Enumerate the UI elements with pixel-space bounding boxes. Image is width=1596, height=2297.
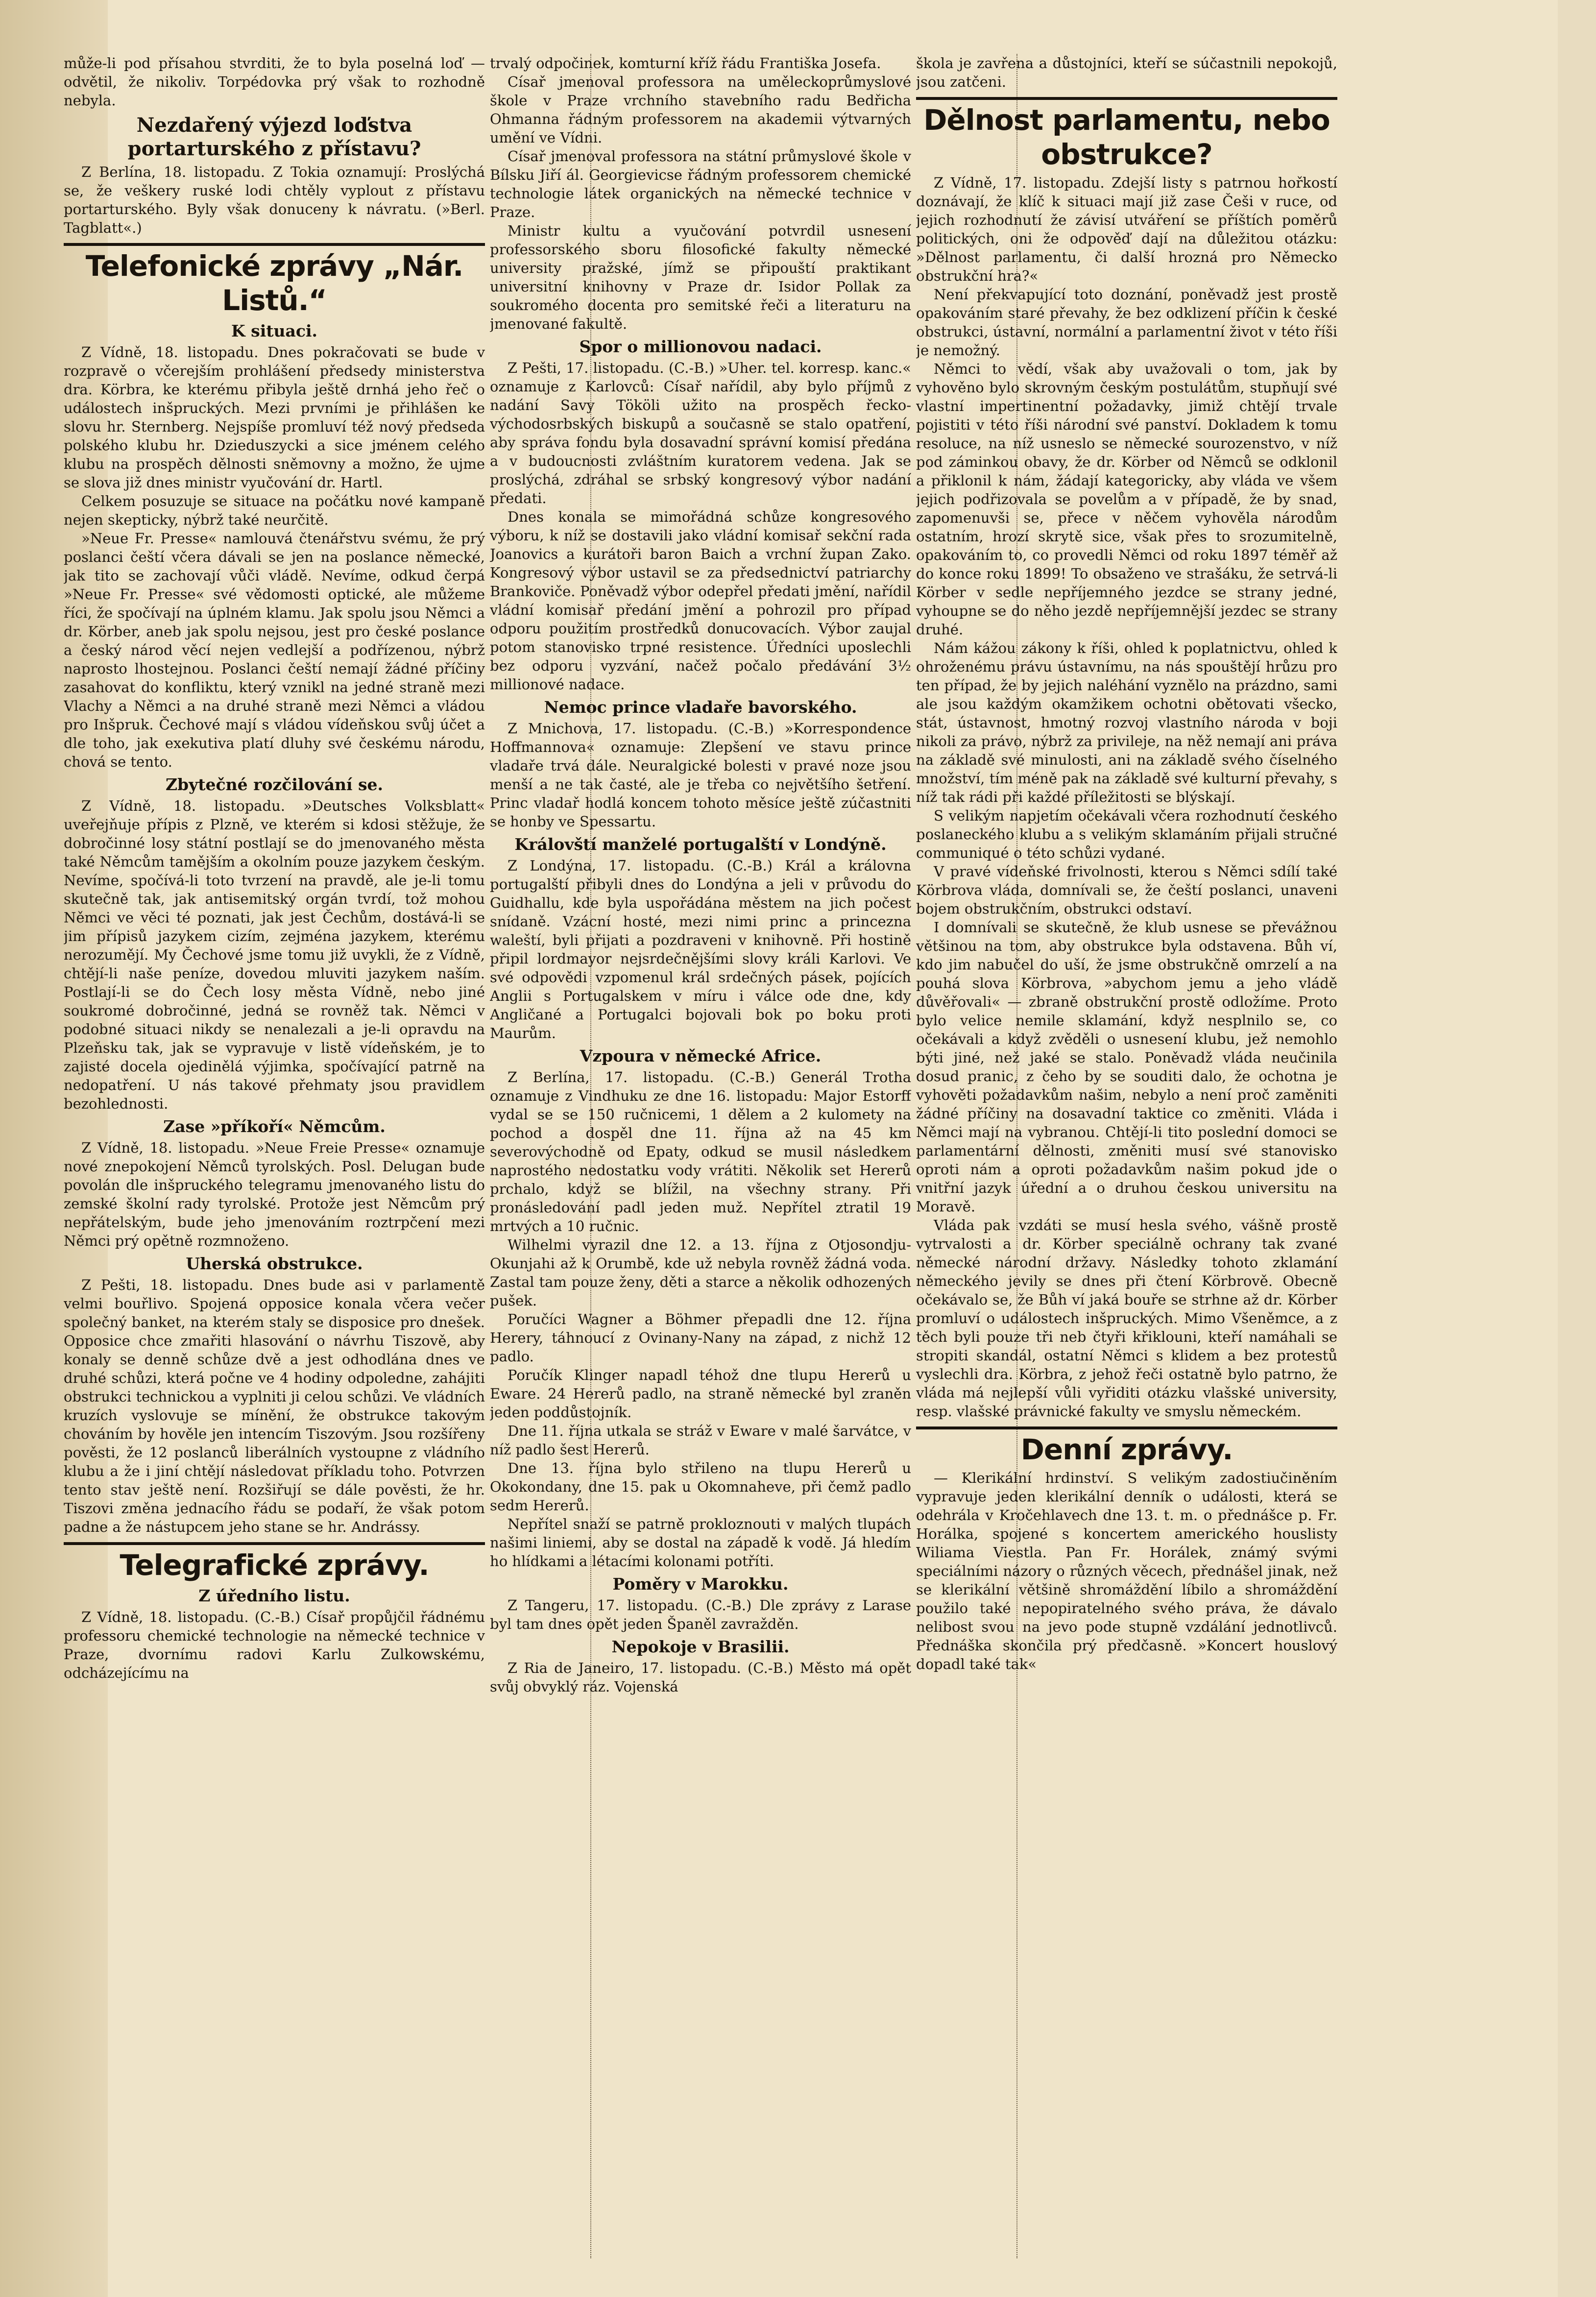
paragraph: Z Berlína, 18. listopadu. Z Tokia oznamují: Proslýchá se, že veškery ruské lodi chtěly vyplout z přístavu portarturského. Byly však donuceny k návratu. (»Berl. Tagblatt«.) xyxy=(64,164,485,236)
paragraph: »Neue Fr. Presse« namlouvá čtenářstvu svému, že prý poslanci čeští včera dávali se jen na poslance německé, jak tito se zachovají vůči vládě. Nevíme, odkud čerpá »Neue Fr. Presse« své vědomosti optické, ale můžeme říci, že spočívají na úplném klamu. Jak spolu jsou Němci a dr. Körber, aneb jak spolu nejsou, jest pro české poslance a český národ věcí nejen vedlejší a podřízenou, nýbrž naprosto lhostejnou. Poslanci čeští nemají žádné příčiny zasahovat do konfliktu, který vznikl na jedné straně mezi Vlachy a Němci a na druhé straně mezi Němci a vládou pro Inšpruk. Čechové mají s vládou vídeňskou svůj účet a dle toho, jak exekutiva platí dluhy své českému národu, chová se tento. xyxy=(64,530,485,770)
headline-nepokoje: Nepokoje v Brasilii. xyxy=(611,1637,790,1656)
paragraph: Wilhelmi vyrazil dne 12. a 13. října z Otjosondju-Okunjahi až k Orumbě, kde už nebyla rovněž žádná voda. Zastal tam pouze ženy, děti a starce a několik odhozených pušek. xyxy=(490,1236,911,1309)
headline-z-uredniho: Z úředního listu. xyxy=(198,1586,350,1605)
paragraph: — Klerikální hrdinství. S velikým zadostiučiněním vypravuje jeden klerikální denník o události, která se odehrála v Kročehlavech dne 13. t. m. o přednášce p. Fr. Horálka, spojené s koncertem amerického houslisty Wiliama Viestla. Pan Fr. Horálek, známý svými speciálními názory o různých věcech, přednášel jinak, než se klerikální většině shromáždění líbilo a shromáždění použilo také nepopiratelného svého práva, že dávalo nelibost svou na jevo pode stupně vzdálání jednotlivců. Přednáška skončila prý předčasně. »Koncert houslový dopadl také tak« xyxy=(916,1470,1337,1672)
headline-kralovsti: Královští manželé portugalští v Londýně. xyxy=(514,835,887,854)
paragraph: Z Vídně, 18. listopadu. »Neue Freie Presse« oznamuje nové znepokojení Němců tyrolských. Posl. Delugan bude povolán dle inšpruckého telegramu jmenovaného listu do zemské školní rady tyrolské. Protože jest Němcům prý nepřátelským, bude jeho jmenováním roztrpčení mezi Němci prý opětně rozmnoženo. xyxy=(64,1139,485,1249)
paragraph: Z Vídně, 18. listopadu. »Deutsches Volksblatt« uveřejňuje přípis z Plzně, ve kterém si kdosi stěžuje, že dobročinné losy státní postlají se do jmenovaného města také Němcům tamějším a okolním pouze jazykem českým. Nevíme, spočívá-li toto tvrzení na pravdě, ale je-li tomu skutečně tak, jak antisemitský orgán tvrdí, tož mohou Němci ve věci té poznati, jak jest Čechům, dostává-li se jim přípisů jazykem cizím, zejména jazykem, kterému nerozumějí. My Čechové jsme tomu již uvykli, že z Vídně, chtějí-li naše peníze, dovedou mluviti jazykem naším. Postlají-li se do Čech losy města Vídně, nebo jiné soukromé dobročinné, jedná se rovněž tak. Němci v podobné situaci nikdy se nenalezali a je-li opravdu na Plzeňsku tak, jak se vypravuje v listě vídeňském, je to zajisté docela ojedinělá výjimka, spočívající patrně na nedopatření. U nás takové přehmaty jsou pravidlem bezohlednosti. xyxy=(64,798,485,1112)
paragraph: I domnívali se skutečně, že klub usnese se převážnou většinou na tom, aby obstrukce byla odstavena. Bůh ví, kdo jim nabučel do uší, že jsme obstrukčně omrzelí a na pouhá slova Körbrova, »abychom jemu a jeho vládě důvěřovali« — zbraně obstrukční prostě odložíme. Proto bylo velice nemile sklamání, když nesplnilo se, co očekávali a když zvěděli o usnesení klubu, jež nemohlo býti jiné, než jaké se stalo. Poněvadž vláda neučinila dosud pranic, z čeho by se souditi dalo, že ochotna je vyhověti požadavkům našim, nebylo a není proč zaměniti žádné příčiny na dosavadní taktice co změniti. Vláda i Němci mají na vybranou. Chtějí-li tito poslední domoci se parlamentární dělnosti, změniti musí své stanovisko oproti nám a oproti požadavkům našim pokud jde o vnitřní jazyk úřední a o druhou českou universitu na Moravě. xyxy=(916,919,1337,1215)
headline-zbytecne: Zbytečné rozčilování se. xyxy=(165,775,384,794)
paragraph: Dnes konala se mimořádná schůze kongresového výboru, k níž se dostavili jako vládní komisař sekční rada Joanovics a kurátoři baron Baich a vrchní župan Zako. Kongresový výbor ustavil se za předsednictví patriarchy Brankoviče. Poněvadž výbor odepřel předati jmění, nařídil vládní komisař předání jmění a pohrozil pro případ odporu použitím prostředků donucovacích. Výbor zaujal potom stanovisko trpné resistence. Úředníci uposlechli bez odporu vyzvání, načež počalo předávání 3½ millionové nadace. xyxy=(490,508,911,693)
paragraph: Z Vídně, 17. listopadu. Zdejší listy s patrnou hořkostí doznávají, že klíč k situaci mají již zase Češi v ruce, od jejich rozhodnutí že závisí utváření se příštích poměrů politických, oni že odpověď dají na důležitou otázku: »Dělnost parlamentu, či další hrozná pro Německo obstrukční hra?« xyxy=(916,174,1337,284)
headline-spor: Spor o millionovou nadaci. xyxy=(579,337,822,356)
paragraph: Poručíci Wagner a Böhmer přepadli dne 12. října Herery, táhnoucí z Ovinany-Nany na západ, z nichž 12 padlo. xyxy=(490,1311,911,1365)
headline-vzpoura: Vzpoura v německé Africe. xyxy=(580,1046,822,1065)
column-2 xyxy=(490,54,911,2278)
paragraph: škola je zavřena a důstojníci, kteří se súčastnili nepokojů, jsou zatčeni. xyxy=(916,55,1337,90)
paragraph: Celkem posuzuje se situace na počátku nové kampaně nejen skepticky, nýbrž také neurčitě. xyxy=(64,493,485,528)
paragraph: Dne 11. října utkala se stráž v Eware v malé šarvátce, v níž padlo šest Hererů. xyxy=(490,1423,911,1458)
paragraph: Němci to vědí, však aby uvažovali o tom, jak by vyhověno bylo skrovným českým postulátům, stupňují své vlastní impertinentní požadavky, jimiž chtějí trvale pojistiti v této říši národní své panství. Dokladem k tomu resoluce, na níž usneslo se německé sourozenstvo, v níž pod záminkou obavy, že dr. Körber od Němců se odklonil a přiklonil k nám, žádají kategoricky, aby vláda ve všem jejich podřizovala se povelům a v případě, že by snad, zapomenuvši se, přece v něčem vyhověla národům ostatním, hrozí skrytě sice, však přes to srozumitelně, opakováním to, co provedli Němci od roku 1897 téměř až do konce roku 1899! To obsaženo ve strašáku, že setrvá-li Körber v sedle nepříjemného jezdce se strany jedné, vyhoupne se do něho jezdě nepříjemnější jezdec se strany druhé. xyxy=(916,361,1337,638)
paragraph: Z Mnichova, 17. listopadu. (C.-B.) »Korrespondence Hoffmannova« oznamuje: Zlepšení ve stavu prince vladaře trvá dále. Neuralgické bolesti v pravé noze jsou menší a ne tak časté, ale je třeba co největšího šetření. Princ vladař hodlá koncem tohoto měsíce ještě zúčastniti se honby ve Spessartu. xyxy=(490,720,911,830)
paragraph: Poručík Klinger napadl téhož dne tlupu Hererů u Eware. 24 Hererů padlo, na straně německé byl zraněn jeden poddůstojník. xyxy=(490,1367,911,1421)
headline-nemoc: Nemoc prince vladaře bavorského. xyxy=(544,698,857,717)
headline-zase: Zase »příkoří« Němcům. xyxy=(163,1117,386,1136)
headline-k-situaci: K situaci. xyxy=(231,321,318,340)
section-title-telefonicke: Telefonické zprávy „Nár. Listů.“ xyxy=(64,243,485,317)
column-1 xyxy=(64,54,485,2278)
headline-uherska: Uherská obstrukce. xyxy=(186,1254,363,1273)
paragraph: Není překvapující toto doznání, poněvadž jest prostě opakováním staré převahy, že bez odklizení příčin k české obstrukci, ústavní, normální a parlamentní život v této říši je nemožný. xyxy=(916,286,1337,359)
paragraph: Císař jmenoval professora na státní průmyslové škole v Bílsku Jiří ál. Georgievicse řádným professorem chemické technologie látek organických na německé technice v Praze. xyxy=(490,148,911,220)
paragraph: může-li pod přísahou stvrditi, že to byla poselná loď — odvětil, že nikoliv. Torpédovka prý však to rozhodně nebyla. xyxy=(64,55,485,109)
paragraph: Z Londýna, 17. listopadu. (C.-B.) Král a královna portugalští přibyli dnes do Londýna a jeli v průvodu do Guidhallu, kde byla uspořádána městem na jich počest snídaně. Vzácní hosté, mezi nimi princ a princezna waleští, byli přijati a pozdraveni v knihovně. Při hostině připil lordmayor nejsrdečnějšími slovy králi Karlovi. Ve své odpovědi vzpomenul král srdečných pásek, pojících Anglii s Portugalskem v míru i válce ode dne, kdy Angličané a Portugalci bojovali bok po boku proti Maurům. xyxy=(490,857,911,1041)
section-title-telegraficke: Telegrafické zprávy. xyxy=(64,1542,485,1582)
paragraph: Z Berlína, 17. listopadu. (C.-B.) Generál Trotha oznamuje z Vindhuku ze dne 16. listopadu: Major Estorff vydal se se 150 ručnicemi, 1 dělem a 2 kulomety na pochod a dospěl dne 11. října až na 45 km severovýchodně od Epaty, odkud se musil následkem naprostého nedostatku vody vrátiti. Několik set Hererů prchalo, když se blížil, na všechny strany. Při pronásledování padl jeden muž. Nepřítel ztratil 19 mrtvých a 10 ručnic. xyxy=(490,1069,911,1234)
column-3 xyxy=(916,54,1337,2278)
section-title-denni: Denní zprávy. xyxy=(916,1427,1337,1467)
paragraph: Z Pešti, 17. listopadu. (C.-B.) »Uher. tel. korresp. kanc.« oznamuje z Karlovců: Císař nařídil, aby bylo příjmů z nadání Savy Tököli užito na prospěch řecko-východosrbských biskupů a současně se stalo opatření, aby správa fondu byla dosavadní správní komisí předána a v budoucnosti zvláštním kuratorem vedena. Jak se proslýchá, zdráhal se srbský kongresový výbor nadání předati. xyxy=(490,360,911,507)
paragraph: Z Pešti, 18. listopadu. Dnes bude asi v parlamentě velmi bouřlivo. Spojená opposice konala včera večer společný banket, na kterém staly se disposice pro dnešek. Opposice chce zmařiti hlasování o návrhu Tiszově, aby konaly se denně schůze dvě a jest odhodlána dnes ve druhé schůzi, která počne ve 4 hodiny odpoledne, zahájiti obstrukci technickou a vyplniti ji celou schůzi. Ve vládních kruzích vyslovuje se mínění, že obstrukce takovým chováním by hověle jen intencím Tiszovým. Jsou rozšířeny pověsti, že 12 poslanců liberálních vystoupne z vládního klubu a že i jiní chtějí následovat příkladu toho. Potvrzen tento stav ještě není. Rozšiřují se dále pověsti, že hr. Tiszovi změna jednacího řádu se podaří, že však potom padne a že nástupcem jeho stane se hr. Andrássy. xyxy=(64,1277,485,1535)
paragraph: Z Ria de Janeiro, 17. listopadu. (C.-B.) Město má opět svůj obvyklý ráz. Vojenská xyxy=(490,1660,911,1695)
paragraph: Z Vídně, 18. listopadu. (C.-B.) Císař propůjčil řádnému professoru chemické technologie na německé technice v Praze, dvornímu radovi Karlu Zulkowskému, odcházejícímu na xyxy=(64,1609,485,1681)
paragraph: Nepřítel snaží se patrně prokloznouti v malých tlupách našimi liniemi, aby se dostal na západě k vodě. Já hledím ho hlídkami a létacími kolonami potříti. xyxy=(490,1516,911,1570)
paragraph: Nám kážou zákony k říši, ohled k poplatnictvu, ohled k ohroženému právu ústavnímu, na nás spouštějí hrůzu pro ten případ, že by jejich naléhání vyznělo na prázdno, sami ale jsou každým okamžikem ochotni obětovati všecko, stát, ústavnost, hmotný rozvoj vlastního národa v boji nikoli za právo, nýbrž za privileje, na něž nemají ani práva na základě své minulosti, ani na základě svého číselného množství, tím méně pak na základě své kulturní převahy, s níž tak rádi při každé příležitosti se blýskají. xyxy=(916,640,1337,805)
paragraph: Dne 13. října bylo střileno na tlupu Hererů u Okokondany, dne 15. pak u Okomnaheve, při čemž padlo sedm Hererů. xyxy=(490,1460,911,1514)
paragraph: Císař jmenoval professora na uměleckoprůmyslové škole v Praze vrchního stavebního radu Bedřicha Ohmanna řádným professorem na akademii výtvarných umění ve Vídni. xyxy=(490,73,911,146)
paragraph: S velikým napjetím očekávali včera rozhodnutí českého poslaneckého klubu a s velikým sklamáním přijali stručné communiqué o této schůzi vydané. xyxy=(916,807,1337,861)
paragraph: V pravé vídeňské frivolnosti, kterou s Němci sdílí také Körbrova vláda, domnívali se, že čeští poslanci, unaveni bojem obstrukčním, obstrukci odstaví. xyxy=(916,863,1337,917)
paragraph: Z Tangeru, 17. listopadu. (C.-B.) Dle zprávy z Larase byl tam dnes opět jeden Španěl zavražděn. xyxy=(490,1597,911,1632)
section-title-delnost: Dělnost parlamentu, nebo obstrukce? xyxy=(916,97,1337,171)
headline-pomery: Poměry v Marokku. xyxy=(612,1574,789,1594)
paragraph: Ministr kultu a vyučování potvrdil usnesení professorského sboru filosofické fakulty německé university pražské, jímž se připouští praktikant universitní knihovny v Praze dr. Isidor Pollak za soukromého docenta pro semitské řeči a literaturu na jmenované fakultě. xyxy=(490,222,911,332)
headline-nezdareny: Nezdařený výjezd loďstva portarturského z přístavu? xyxy=(127,114,421,160)
paragraph: Z Vídně, 18. listopadu. Dnes pokračovati se bude v rozpravě o včerejším prohlášení předsedy ministerstva dra. Körbra, ke kterému přibyla ještě drnhá jeho řeč o událostech inšpruckých. Mezi prvními je přihlášen ke slovu hr. Sternberg. Nejspíše promluví též nový předseda polského klubu hr. Dzieduszycki a sice jménem celého klubu na prospěch dělnosti sněmovny a možno, že ujme se slova již dnes ministr vyučování dr. Hartl. xyxy=(64,344,485,491)
paragraph: trvalý odpočinek, komturní kříž řádu Františka Josefa. xyxy=(490,55,881,72)
paragraph: Vláda pak vzdáti se musí hesla svého, vášně prostě vytrvalosti a dr. Körber speciálně ochrany tak zvané německé národní državy. Následky tohoto zklamání německého jevily se dnes při čtení Körbrově. Obecně očekávalo se, že Bůh ví jaká bouře se strhne až dr. Körber promluví o událostech inšpruckých. Mimo Všeněmce, a z těch byli pouze tři neb čtyři křiklouni, kteří namáhali se stropiti skandál, ostatní Němci s klidem a bez protestů vyslechli dra. Körbra, z jehož řeči ostatně bylo patrno, že vláda má nejlepší vůli vyřiditi otázku vlašské university, resp. vlašské právnické fakulty ve smyslu německém. xyxy=(916,1217,1337,1420)
